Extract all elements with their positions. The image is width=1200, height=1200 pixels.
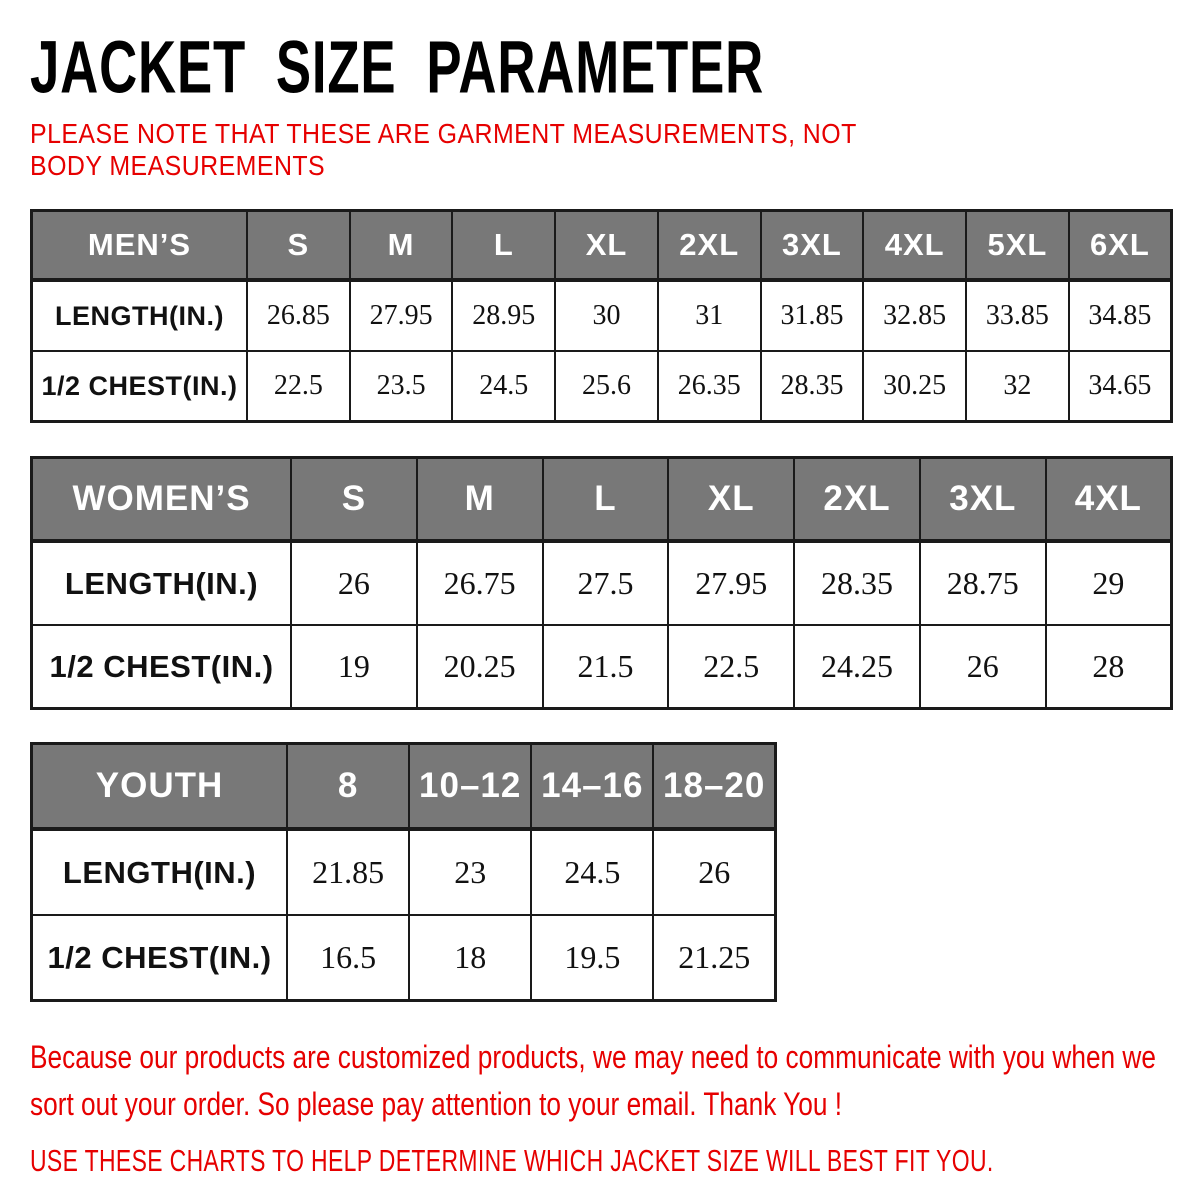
- measurement-value: 31.85: [761, 280, 864, 351]
- measurement-value: 22.5: [668, 625, 794, 709]
- mens-size-table: [30, 209, 1173, 423]
- row-label: LENGTH(IN.): [32, 541, 292, 625]
- measurement-value: 26: [291, 541, 417, 625]
- measurement-value: 28.35: [761, 351, 864, 422]
- mens-size-header: 6XL: [1069, 211, 1172, 281]
- mens-data-row: [32, 280, 1172, 351]
- measurement-value: 21.85: [287, 829, 409, 915]
- measurement-value: 28.35: [794, 541, 920, 625]
- measurement-value: 34.65: [1069, 351, 1172, 422]
- mens-size-header: 4XL: [863, 211, 966, 281]
- measurement-value: 29: [1046, 541, 1172, 625]
- measurement-value: 32.85: [863, 280, 966, 351]
- womens-size-header: 2XL: [794, 458, 920, 542]
- mens-size-header: M: [350, 211, 453, 281]
- womens-size-header: XL: [668, 458, 794, 542]
- row-label: 1/2 CHEST(IN.): [32, 625, 292, 709]
- measurement-value: 24.5: [531, 829, 653, 915]
- measurement-value: 30.25: [863, 351, 966, 422]
- measurement-value: 28: [1046, 625, 1172, 709]
- mens-size-header: 3XL: [761, 211, 864, 281]
- measurement-value: 26: [653, 829, 775, 915]
- youth-size-header: 8: [287, 744, 409, 830]
- measurement-value: 27.95: [668, 541, 794, 625]
- womens-size-header: L: [543, 458, 669, 542]
- measurement-value: 30: [555, 280, 658, 351]
- measurement-value: 23.5: [350, 351, 453, 422]
- youth-data-row: [32, 829, 776, 915]
- measurement-value: 23: [409, 829, 531, 915]
- mens-size-header: L: [452, 211, 555, 281]
- youth-header-row: [32, 744, 776, 830]
- row-label: 1/2 CHEST(IN.): [32, 915, 288, 1001]
- womens-size-header: S: [291, 458, 417, 542]
- measurement-value: 26.35: [658, 351, 761, 422]
- mens-size-header: 2XL: [658, 211, 761, 281]
- measurement-value: 19: [291, 625, 417, 709]
- measurement-value: 27.5: [543, 541, 669, 625]
- garment-measurement-note: PLEASE NOTE THAT THESE ARE GARMENT MEASUREMENTS, NOT BODY MEASUREMENTS: [30, 118, 857, 182]
- youth-size-table: [30, 742, 777, 1002]
- mens-group-label: MEN’S: [32, 211, 248, 281]
- page-title: [30, 24, 1173, 108]
- measurement-value: 32: [966, 351, 1069, 422]
- measurement-value: 26.85: [247, 280, 350, 351]
- womens-size-header: M: [417, 458, 543, 542]
- womens-size-header: 4XL: [1046, 458, 1172, 542]
- youth-size-header: 10–12: [409, 744, 531, 830]
- measurement-value: 22.5: [247, 351, 350, 422]
- mens-header-row: [32, 211, 1172, 281]
- measurement-value: 27.95: [350, 280, 453, 351]
- row-label: 1/2 CHEST(IN.): [32, 351, 248, 422]
- mens-size-header: S: [247, 211, 350, 281]
- measurement-value: 26: [920, 625, 1046, 709]
- measurement-value: 31: [658, 280, 761, 351]
- measurement-value: 18: [409, 915, 531, 1001]
- mens-size-header: XL: [555, 211, 658, 281]
- youth-size-header: 18–20: [653, 744, 775, 830]
- youth-data-row: [32, 915, 776, 1001]
- page-title-text: JACKET SIZE PARAMETER: [30, 25, 765, 108]
- measurement-value: 21.25: [653, 915, 775, 1001]
- womens-group-label: WOMEN’S: [32, 458, 292, 542]
- youth-size-header: 14–16: [531, 744, 653, 830]
- youth-group-label: YOUTH: [32, 744, 288, 830]
- measurement-value: 34.85: [1069, 280, 1172, 351]
- womens-data-row: [32, 541, 1172, 625]
- mens-data-row: [32, 351, 1172, 422]
- mens-size-header: 5XL: [966, 211, 1069, 281]
- measurement-value: 21.5: [543, 625, 669, 709]
- measurement-value: 25.6: [555, 351, 658, 422]
- womens-header-row: [32, 458, 1172, 542]
- measurement-value: 16.5: [287, 915, 409, 1001]
- measurement-value: 26.75: [417, 541, 543, 625]
- chart-usage-note: USE THESE CHARTS TO HELP DETERMINE WHICH JACKET SIZE WILL BEST FIT YOU.: [30, 1143, 994, 1179]
- measurement-value: 19.5: [531, 915, 653, 1001]
- customization-notice: Because our products are customized products, we may need to communicate with you when we sort out your order. So please pay attention to your email. Thank You !: [30, 1039, 1156, 1122]
- row-label: LENGTH(IN.): [32, 280, 248, 351]
- measurement-value: 28.75: [920, 541, 1046, 625]
- row-label: LENGTH(IN.): [32, 829, 288, 915]
- womens-size-header: 3XL: [920, 458, 1046, 542]
- measurement-value: 28.95: [452, 280, 555, 351]
- measurement-value: 33.85: [966, 280, 1069, 351]
- womens-data-row: [32, 625, 1172, 709]
- measurement-value: 24.25: [794, 625, 920, 709]
- measurement-value: 20.25: [417, 625, 543, 709]
- measurement-value: 24.5: [452, 351, 555, 422]
- womens-size-table: [30, 456, 1173, 710]
